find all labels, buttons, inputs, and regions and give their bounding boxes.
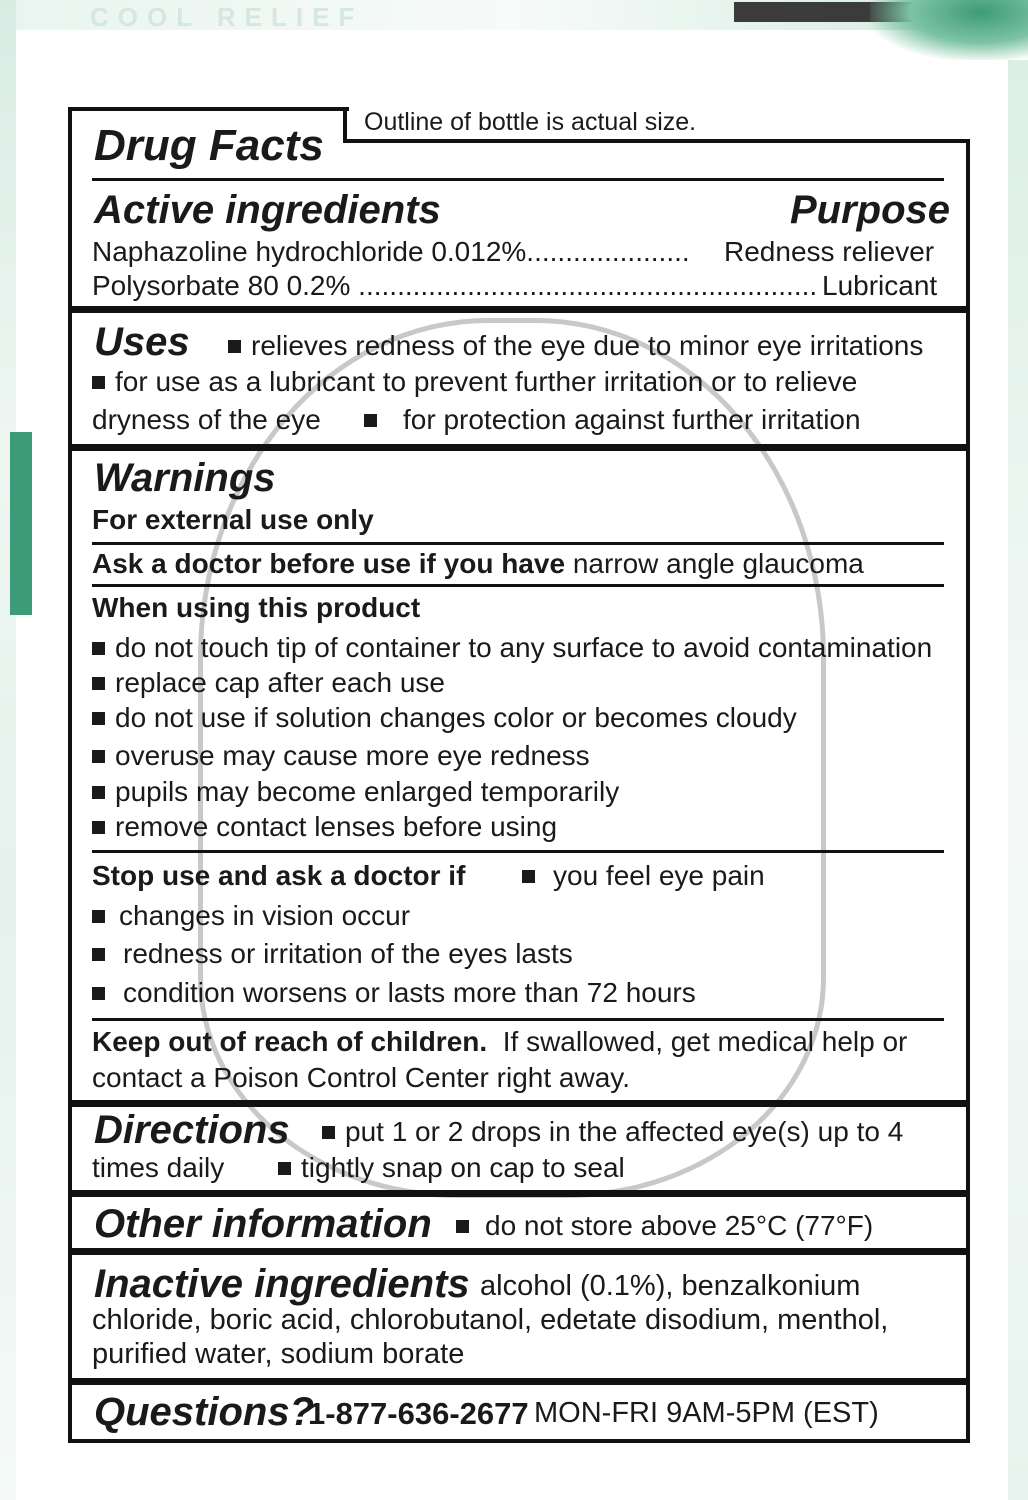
- ask-doctor-line: Ask a doctor before use if you have narrow angle glaucoma: [92, 548, 864, 579]
- use-item-cont: dryness of the eye: [92, 404, 321, 435]
- when-using-heading: When using this product: [92, 592, 421, 623]
- bullet-icon: [92, 376, 105, 389]
- external-use-note: For external use only: [92, 504, 374, 535]
- bullet-icon: [92, 948, 105, 961]
- stop-use-heading: Stop use and ask a doctor if: [92, 860, 466, 891]
- inactive-line: purified water, sodium borate: [92, 1338, 465, 1370]
- leader-dots: ...........................................................: [358, 270, 818, 301]
- bullet-icon: [92, 987, 105, 1000]
- active-name: Naphazoline hydrochloride 0.012%: [92, 236, 527, 267]
- package-green-strip: [10, 432, 32, 615]
- direction-item-cont: times daily: [92, 1152, 225, 1183]
- drug-facts-title: Drug Facts: [94, 121, 324, 170]
- section-divider: [68, 1378, 970, 1385]
- bullet-icon: [92, 821, 105, 834]
- bullet-icon: [92, 712, 105, 725]
- bullet-icon: [92, 642, 105, 655]
- bottle-size-note: Outline of bottle is actual size.: [364, 108, 697, 136]
- bullet-icon: [92, 750, 105, 763]
- warning-item: pupils may become enlarged temporarily: [92, 778, 619, 806]
- bullet-icon: [278, 1162, 291, 1175]
- bullet-icon: [364, 414, 377, 427]
- inactive-ingredients-heading: Inactive ingredients: [94, 1262, 470, 1306]
- package-right-edge: [1008, 60, 1028, 1500]
- bullet-icon: [228, 340, 241, 353]
- section-divider: [68, 1248, 970, 1255]
- stop-item: redness or irritation of the eyes lasts: [92, 940, 573, 968]
- active-purpose: Lubricant: [822, 270, 938, 301]
- package-left-edge: [0, 0, 16, 1500]
- section-divider: [68, 444, 970, 451]
- title-tab-edge: [343, 139, 970, 143]
- questions-heading: Questions?: [94, 1390, 315, 1434]
- uses-heading: Uses: [94, 320, 190, 364]
- warning-item: do not use if solution changes color or becomes cloudy: [92, 704, 797, 732]
- direction-item: put 1 or 2 drops in the affected eye(s) up to 4: [322, 1118, 903, 1146]
- active-name: Polysorbate 80 0.2%: [92, 270, 351, 301]
- inactive-line: alcohol (0.1%), benzalkonium: [480, 1270, 861, 1302]
- leaf-graphic: [870, 0, 1028, 60]
- other-info-heading: Other information: [94, 1202, 432, 1246]
- bullet-icon: [92, 677, 105, 690]
- section-divider: [68, 1100, 970, 1107]
- divider: [92, 1018, 944, 1021]
- use-item: relieves redness of the eye due to minor eye irritations: [228, 332, 923, 360]
- divider: [92, 542, 944, 545]
- direction-item: tightly snap on cap to seal: [278, 1154, 625, 1182]
- divider: [92, 178, 944, 181]
- keep-out-line: Keep out of reach of children. If swallowed, get medical help or: [92, 1026, 908, 1057]
- active-row: [92, 272, 817, 300]
- bullet-icon: [92, 786, 105, 799]
- active-purpose: Redness reliever: [724, 236, 935, 267]
- active-ingredients-heading: Active ingredients: [94, 188, 441, 232]
- use-item: for protection against further irritation: [364, 406, 861, 434]
- directions-heading: Directions: [94, 1108, 290, 1152]
- package-top-text: COOL RELIEF: [90, 2, 364, 32]
- warning-item: remove contact lenses before using: [92, 813, 557, 841]
- active-row: [92, 238, 690, 266]
- keep-out-line-2: contact a Poison Control Center right away.: [92, 1062, 630, 1093]
- bullet-icon: [456, 1220, 469, 1233]
- inactive-line: chloride, boric acid, chlorobutanol, edetate disodium, menthol,: [92, 1304, 889, 1336]
- warning-item: overuse may cause more eye redness: [92, 742, 590, 770]
- stop-item: you feel eye pain: [522, 862, 765, 890]
- title-tab-edge: [343, 107, 347, 143]
- purpose-heading: Purpose: [790, 188, 951, 232]
- phone-number: 1-877-636-2677: [308, 1396, 529, 1431]
- use-item: for use as a lubricant to prevent further irritation or to relieve: [92, 368, 857, 396]
- stop-item: changes in vision occur: [92, 902, 410, 930]
- divider: [92, 584, 944, 587]
- bullet-icon: [322, 1126, 335, 1139]
- leader-dots: .....................: [526, 236, 690, 267]
- warnings-heading: Warnings: [94, 456, 276, 500]
- other-info-item: do not store above 25°C (77°F): [456, 1212, 873, 1240]
- bullet-icon: [92, 910, 105, 923]
- bullet-icon: [522, 870, 535, 883]
- section-divider: [68, 306, 970, 313]
- section-divider: [68, 1190, 970, 1197]
- warning-item: do not touch tip of container to any surface to avoid contamination: [92, 634, 932, 662]
- stop-item: condition worsens or lasts more than 72 hours: [92, 979, 696, 1007]
- divider: [92, 850, 944, 853]
- warning-item: replace cap after each use: [92, 669, 445, 697]
- hours-text: MON-FRI 9AM-5PM (EST): [534, 1397, 879, 1429]
